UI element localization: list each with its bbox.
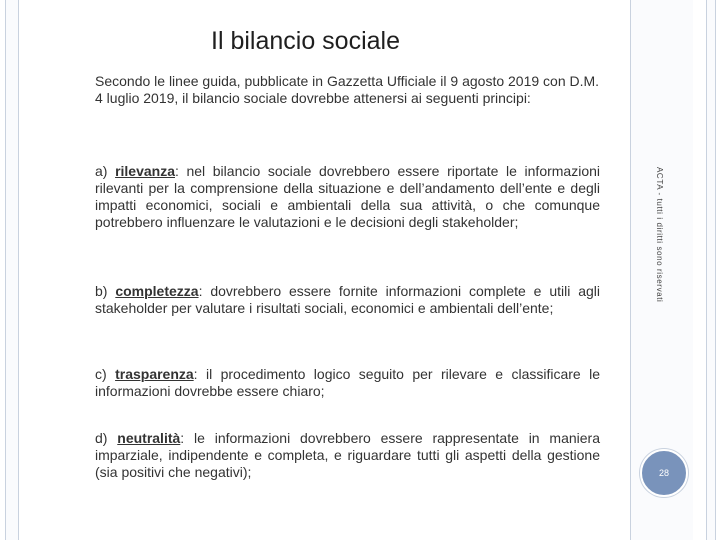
- principle-rilevanza: [95, 163, 600, 231]
- principle-text: : le informazioni dovrebbero essere rappresentate in maniera imparziale, indipendente e completa, e riguardare tutti gli aspetti della gestione (sia positivi che negativi);: [95, 430, 600, 480]
- left-decorative-rule: [5, 0, 19, 540]
- principle-term: trasparenza: [115, 366, 194, 382]
- principle-neutralita: [95, 430, 600, 481]
- principle-prefix: d): [95, 430, 118, 446]
- principle-trasparenza: [95, 366, 600, 400]
- principle-prefix: c): [95, 366, 116, 382]
- principle-term: completezza: [115, 283, 199, 299]
- principle-text: : il procedimento logico seguito per rilevare e classificare le informazioni dovrebbe essere chiaro;: [95, 366, 600, 399]
- principle-prefix: a): [95, 163, 116, 179]
- principle-prefix: b): [95, 283, 116, 299]
- slide-title: Il bilancio sociale: [211, 27, 400, 55]
- principle-term: neutralità: [117, 430, 181, 446]
- principle-term: rilevanza: [115, 163, 175, 179]
- right-decorative-rule: [706, 0, 716, 540]
- principle-completezza: [95, 283, 600, 317]
- intro-paragraph: Secondo le linee guida, pubblicate in Gazzetta Ufficiale il 9 agosto 2019 con D.M. 4 luglio 2019, il bilancio sociale dovrebbe attenersi ai seguenti principi:: [95, 73, 600, 106]
- principle-text: : dovrebbero essere fornite informazioni complete e utili agli stakeholder per valutare i risultati sociali, economici e ambientali dell’ente;: [95, 283, 600, 316]
- page-number-badge: 28: [640, 449, 688, 497]
- principle-text: : nel bilancio sociale dovrebbero essere riportate le informazioni rilevanti per la comprensione della situazione e dell’andamento dell’ente e degli impatti economici, sociali e ambientali della sua attività, o che comunque potrebbero influenzare le valutazioni e le decisioni degli stakeholder;: [95, 163, 601, 230]
- copyright-side-note: ACTA - tutti i diritti sono riservati: [655, 167, 664, 303]
